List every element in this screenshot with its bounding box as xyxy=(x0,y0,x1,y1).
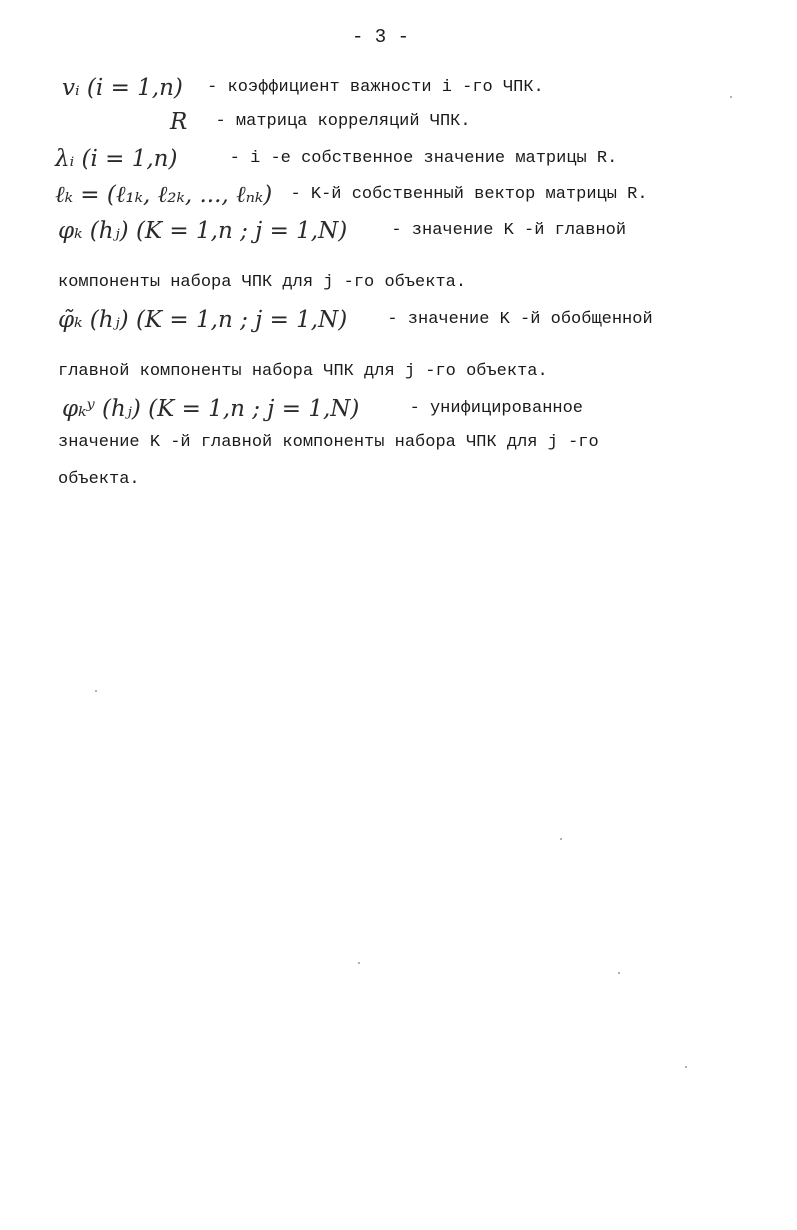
definition-text: - значение K -й обобщенной xyxy=(387,310,653,329)
definition-line xyxy=(62,394,583,424)
definition-text: объекта. xyxy=(58,470,140,489)
math-expression: φₖʸ (hⱼ) (K = 1,n ; j = 1,N) xyxy=(62,396,360,422)
scan-speck xyxy=(730,96,732,98)
definition-text: - K-й собственный вектор матрицы R. xyxy=(290,185,648,204)
math-expression: R xyxy=(170,109,188,135)
definition-text: - матрица корреляций ЧПК. xyxy=(215,112,471,131)
definition-text: главной компоненты набора ЧПК для j -го объекта. xyxy=(58,362,548,381)
definition-line xyxy=(58,465,140,495)
definition-line xyxy=(55,144,617,174)
page-number: - 3 - xyxy=(352,26,410,48)
definition-text: - значение K -й главной xyxy=(391,221,627,240)
definition-line xyxy=(62,73,544,103)
definition-line xyxy=(58,428,599,458)
definition-text: - коэффициент важности i -го ЧПК. xyxy=(207,78,544,97)
math-expression: φ̃ₖ (hⱼ) (K = 1,n ; j = 1,N) xyxy=(58,307,348,333)
definition-line xyxy=(58,268,466,298)
scan-speck xyxy=(95,690,97,692)
scan-speck xyxy=(560,838,562,840)
scan-speck xyxy=(618,972,620,974)
definition-text: компоненты набора ЧПК для j -го объекта. xyxy=(58,273,467,292)
definition-text: - унифицированное xyxy=(409,399,584,418)
definition-line xyxy=(58,305,653,335)
math-expression: ℓₖ = (ℓ₁ₖ, ℓ₂ₖ, ..., ℓₙₖ) xyxy=(55,182,273,208)
definition-line xyxy=(170,107,471,137)
math-expression: vᵢ (i = 1,n) xyxy=(62,75,183,101)
math-expression: λᵢ (i = 1,n) xyxy=(55,146,178,172)
definition-text: значение K -й главной компоненты набора ЧПК для j -го xyxy=(58,433,599,452)
scan-speck xyxy=(685,1066,687,1068)
definition-text: - i -е собственное значение матрицы R. xyxy=(229,149,618,168)
math-expression: φₖ (hⱼ) (K = 1,n ; j = 1,N) xyxy=(58,218,348,244)
definition-line xyxy=(58,216,626,246)
scan-speck xyxy=(358,962,360,964)
definition-line xyxy=(58,357,548,387)
definition-line xyxy=(55,180,648,210)
